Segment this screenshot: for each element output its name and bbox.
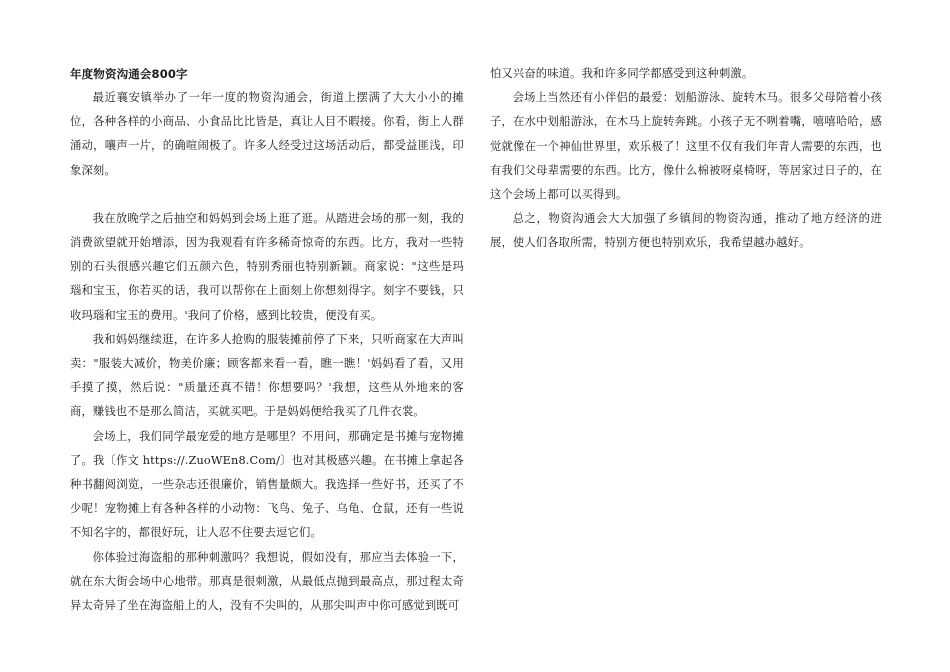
paragraph-6: 会场上当然还有小伴侣的最爱：划船游泳、旋转木马。很多父母陪着小孩子，在水中划船游泳，在木马上旋转奔跳。小孩子无不咧着嘴，嘻嘻哈哈，感觉就像在一个神仙世界里，欢乐极了！这里不仅有我们年青人需要的东西，也有我们父母辈需要的东西。比方，像什么棉被呀桌椅呀，等居家过日子的，在这个会场上都可以买得到。	[490, 91, 882, 202]
left-column	[70, 62, 464, 618]
paragraph-7: 总之，物资沟通会大大加强了乡镇间的物资沟通，推动了地方经济的进展，使人们各取所需，特别方便也特别欢乐，我希望越办越好。	[490, 212, 882, 250]
paragraph-3: 我和妈妈继续逛，在许多人抢购的服装摊前停了下来，只听商家在大声叫卖："服装大减价，物美价廉；顾客都来看一看，瞧一瞧！'妈妈看了看，又用手摸了摸，然后说："质量还真不错！你想要吗？'我想，这些从外地来的客商，赚钱也不是那么简洁，买就买吧。于是妈妈便给我买了几件衣裳。	[70, 332, 464, 419]
paragraph-4: 会场上，我们同学最宠爱的地方是哪里？不用问，那确定是书摊与宠物摊了。我〔作文 https://.ZuoWEn8.Com/〕也对其极感兴趣。在书摊上拿起各种书翻阅浏览，一些杂志还很廉价，销售量颇大。我选择一些好书，还买了不少呢！宠物摊上有各种各样的小动物：飞鸟、兔子、乌龟、仓鼠，还有一些说不知名字的，都很好玩，让人忍不住要去逗它们。	[70, 429, 464, 540]
paragraph-gap	[70, 183, 464, 207]
document-title: 年度物资沟通会800字	[70, 67, 188, 81]
right-column	[490, 62, 882, 256]
paragraph-5: 你体验过海盗船的那种刺激吗？我想说，假如没有，那应当去体验一下，就在东大街会场中心地带。那真是很刺激，从最低点抛到最高点，那过程太奇异太奇异了坐在海盗船上的人，没有不尖叫的，从那尖叫声中你可感觉到既可	[70, 550, 464, 613]
paragraph-5-continued: 怕又兴奋的味道。我和许多同学都感受到这种刺激。	[490, 67, 754, 80]
paragraph-1: 最近襄安镇举办了一年一度的物资沟通会，街道上摆满了大大小小的摊位，各种各样的小商品、小食品比比皆是，真让人目不暇接。你看，街上人群涌动，嚷声一片，的确喧闹极了。许多人经受过这场活动后，都受益匪浅，印象深刻。	[70, 91, 464, 177]
paragraph-2: 我在放晚学之后抽空和妈妈到会场上逛了逛。从踏进会场的那一刻，我的消费欲望就开始增添，因为我观看有许多稀奇惊奇的东西。比方，我对一些特别的石头很感兴趣它们五颜六色，特别秀丽也特别新颖。商家说："这些是玛瑙和宝玉，你若买的话，我可以帮你在上面刻上你想刻得字。刻字不要钱，只收玛瑙和宝玉的费用。'我问了价格，感到比较贵，便没有买。	[70, 211, 464, 322]
